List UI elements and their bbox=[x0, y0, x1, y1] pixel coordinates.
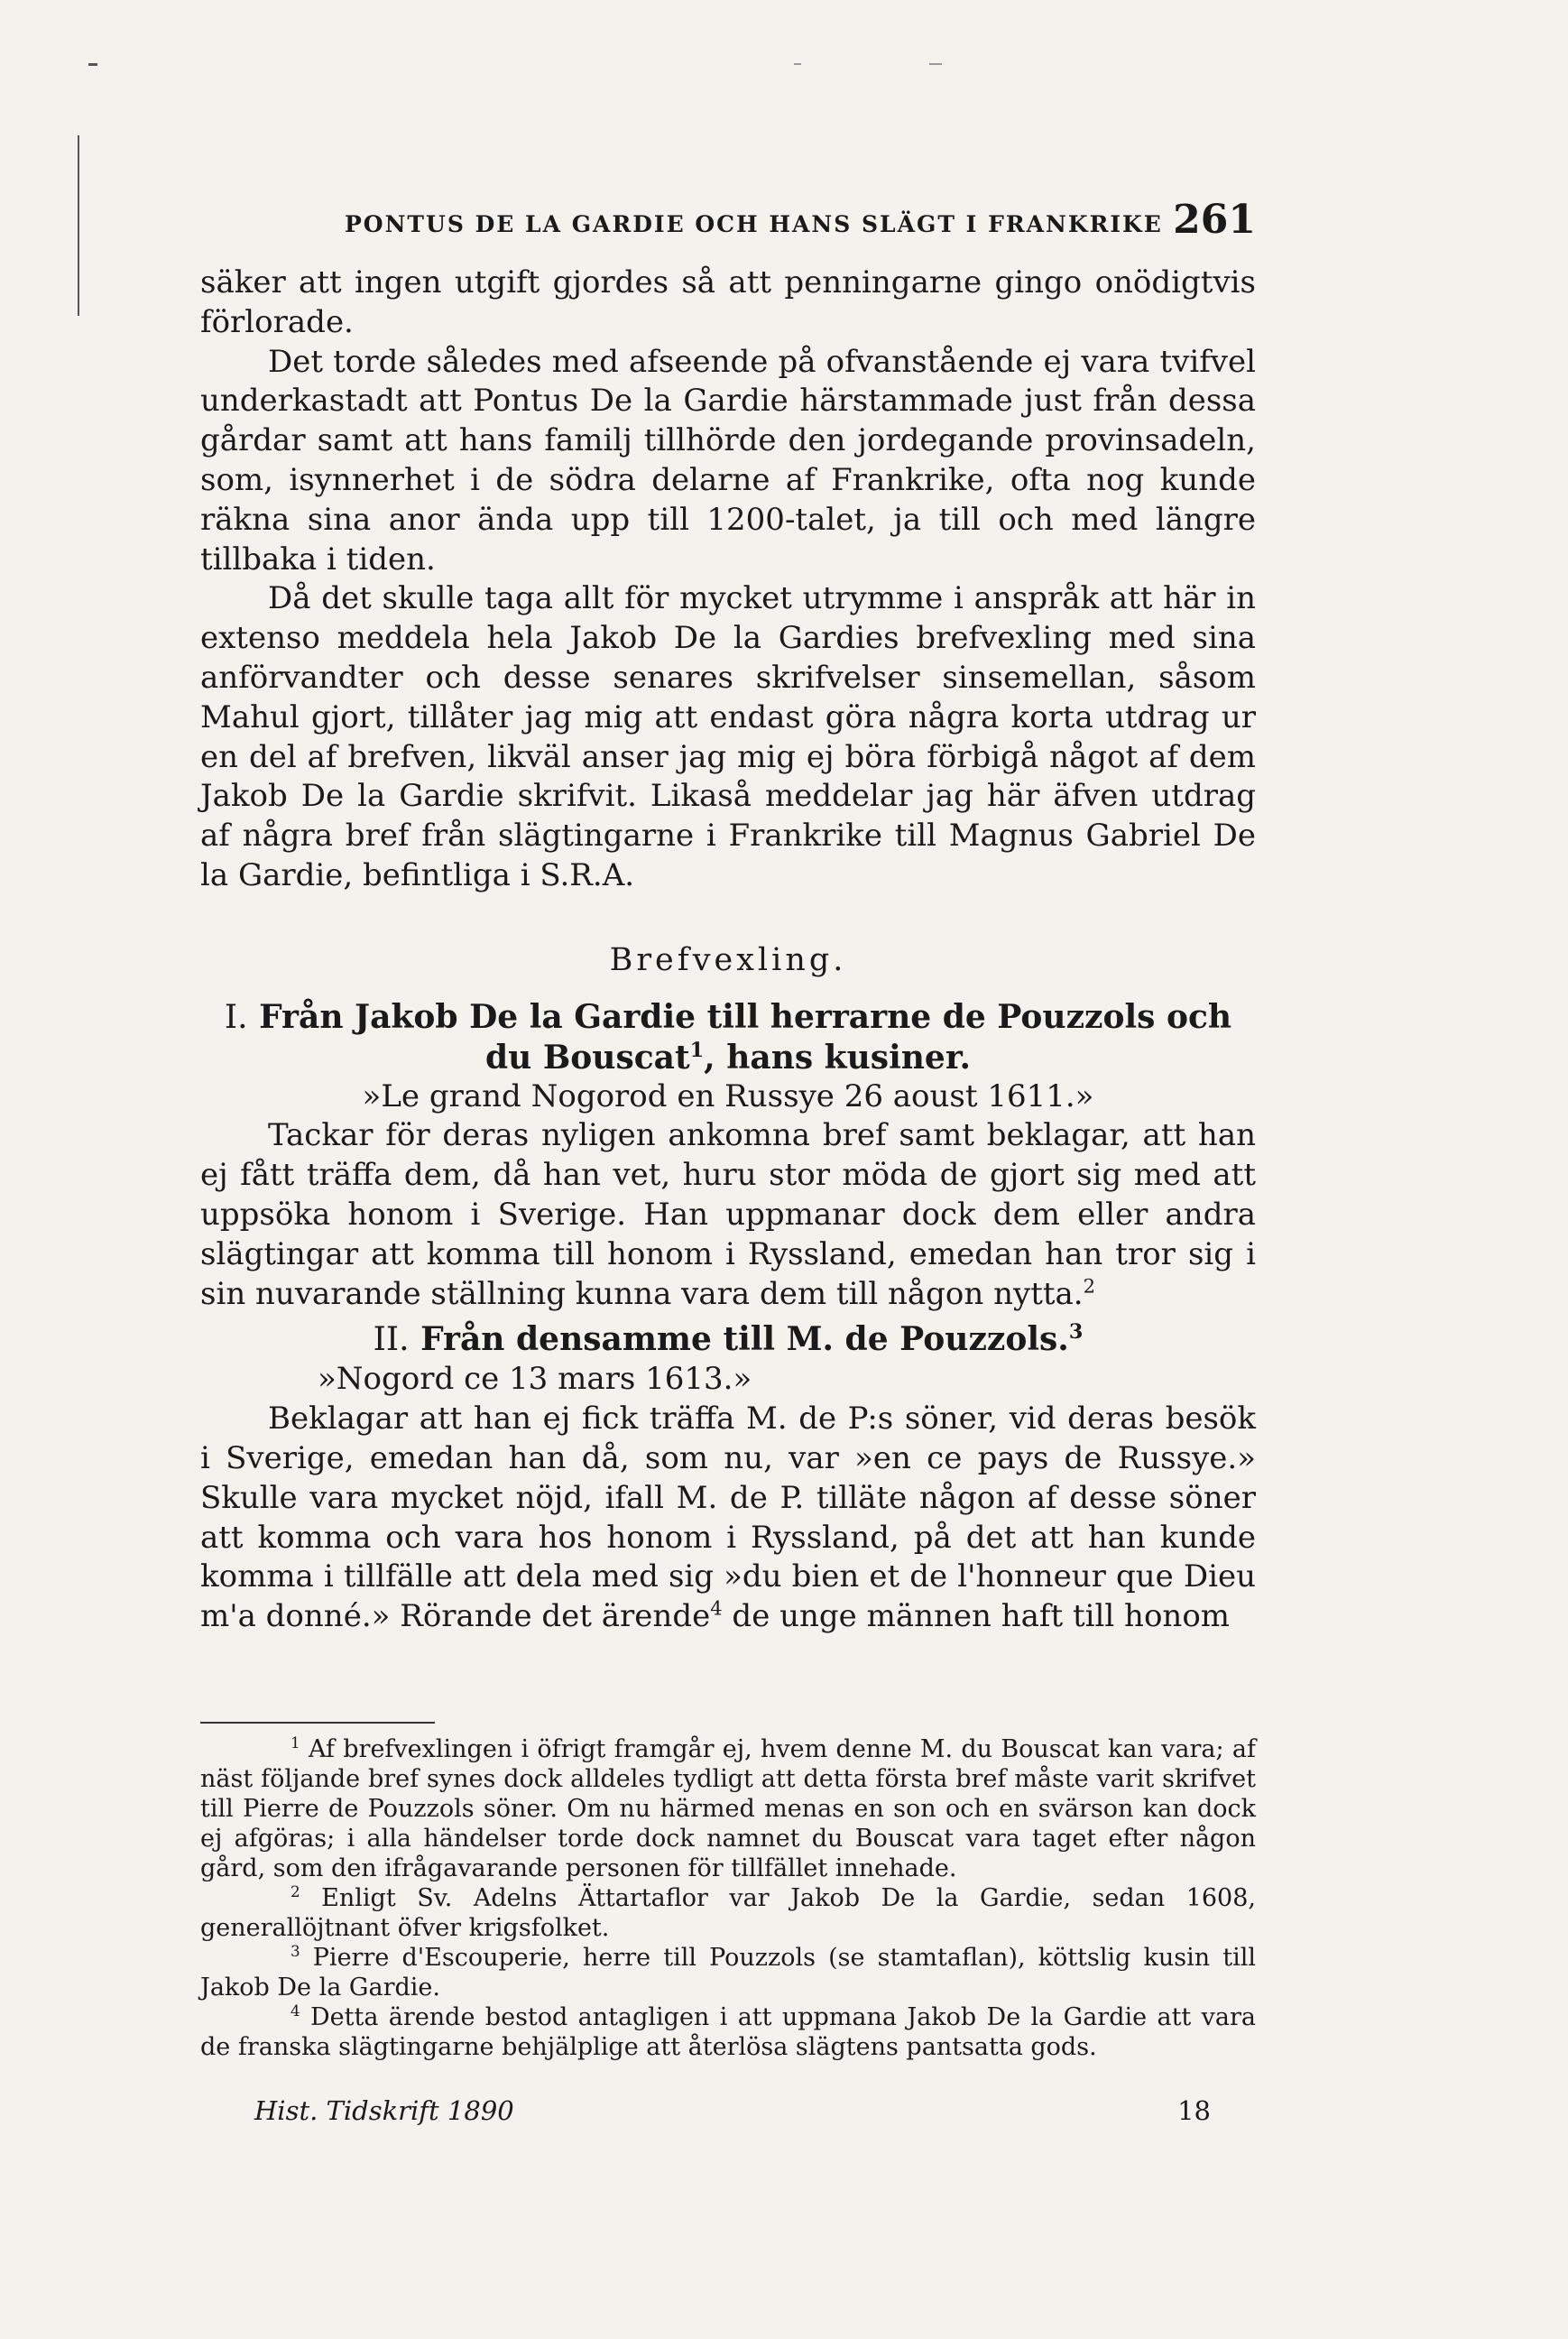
dateline: »Nogord ce 13 mars 1613.» bbox=[318, 1361, 752, 1398]
footnote bbox=[200, 2002, 1256, 2062]
letter-text-body: de unge männen haft till honom bbox=[722, 1598, 1231, 1635]
footnote-mark: 3 bbox=[291, 1942, 300, 1960]
letter-numeral: II. bbox=[373, 1321, 410, 1359]
footnote-ref: 1 bbox=[689, 1038, 705, 1062]
footnote-ref: 3 bbox=[1068, 1320, 1084, 1345]
paragraph: Då det skulle taga allt för mycket utrymme i anspråk att här in extenso meddela hela Jakob De la Gardies brefvexling med sina anförvandter och desse senares skrifvelser sinsemellan, såsom Mahul gjort, tillåter jag mig att endast göra några korta utdrag ur en del af brefven, likväl anser jag mig ej böra förbigå något af dem Jakob De la Gardie skrifvit. Likaså meddelar jag här äfven utdrag af några bref från slägtingarne i Frankrike till Magnus Gabriel De la Gardie, befintliga i S.R.A. bbox=[200, 580, 1256, 893]
journal-name: Hist. Tidskrift 1890 bbox=[254, 2095, 514, 2126]
running-title: PONTUS DE LA GARDIE OCH HANS SLÄGT I FRANKRIKE bbox=[345, 211, 1163, 237]
footnote-ref: 2 bbox=[1083, 1274, 1096, 1298]
footnote-text: Af brefvexlingen i öfrigt framgår ej, hvem denne M. du Bouscat kan vara; af näst följande bref synes dock alldeles tydligt att detta första bref måste varit skrifvet till Pierre de Pouzzols söner. Om nu härmed menas en son och en svärson kan dock ej afgöras; i alla händelser torde dock namnet du Bouscat vara taget efter någon gård, som den ifrågavarande personen för tillfället innehade. bbox=[200, 1735, 1256, 1882]
section-heading: Brefvexling. bbox=[609, 941, 847, 978]
footnote bbox=[200, 1883, 1256, 1943]
paragraph: säker att ingen utgift gjordes så att penningarne gingo onödigtvis förlorade. bbox=[200, 264, 1256, 340]
footnote-text: Detta ärende bestod antagligen i att uppmana Jakob De la Gardie att vara de franska slägtingarne behjälplige att återlösa slägtens pantsatta gods. bbox=[200, 2003, 1256, 2061]
signature-mark: 18 bbox=[1177, 2095, 1211, 2126]
letter-text-body: Tackar för deras nyligen ankomna bref samt beklagar, att han ej fått träffa dem, då han vet, huru stor möda de gjort sig med att uppsöka honom i Sverige. Han uppmanar dock dem eller andra slägtingar att komma till honom i Ryssland, emedan han tror sig i sin nuvarande ställning kunna vara dem till någon nytta. bbox=[200, 1117, 1256, 1312]
footnote-rule bbox=[200, 1722, 435, 1724]
footnote bbox=[200, 1943, 1256, 2002]
paragraph: Det torde således med afseende på ofvanstående ej vara tvifvel underkastadt att Pontus De la Gardie härstammade just från dessa gårdar samt att hans familj tillhörde den jordegande provinsadeln, som, isynnerhet i de södra delarne af Frankrike, ofta nog kunde räkna sina anor ända upp till 1200-talet, ja till och med längre tillbaka i tiden. bbox=[200, 343, 1256, 578]
letter-text bbox=[200, 1116, 1256, 1314]
scan-mark bbox=[929, 63, 942, 65]
dateline: »Le grand Nogorod en Russye 26 aoust 1611.» bbox=[362, 1077, 1094, 1114]
scan-mark bbox=[88, 63, 97, 66]
page-number: 261 bbox=[1173, 197, 1256, 243]
footnote bbox=[200, 1734, 1256, 1883]
letter-heading bbox=[200, 997, 1256, 1077]
footnote-text: Enligt Sv. Adelns Ättartaflor var Jakob De la Gardie, sedan 1608, generallöjtnant öfver krigsfolket. bbox=[200, 1884, 1256, 1942]
footnote-mark: 2 bbox=[291, 1882, 300, 1900]
scan-margin-line bbox=[78, 135, 79, 316]
letter-text-body: Beklagar att han ej fick träffa M. de P:s söner, vid deras besök i Sverige, emedan han då, som nu, var »en ce pays de Russye.» Skulle vara mycket nöjd, ifall M. de P. tilläte någon af desse söner att komma och vara hos honom i Ryssland, på det att han kunde komma i tillfälle att dela med sig »du bien et de l'honneur que Dieu m'a donné.» Rörande det ärende bbox=[200, 1401, 1256, 1635]
footnotes bbox=[200, 1734, 1256, 2062]
main-text bbox=[200, 263, 1256, 1637]
footnote-mark: 4 bbox=[291, 2002, 300, 2020]
letter-title: Från Jakob De la Gardie till herrarne de Pouzzols och du Bouscat bbox=[259, 997, 1232, 1077]
footnote-text: Pierre d'Escouperie, herre till Pouzzols (se stamtaflan), köttslig kusin till Jakob De la Gardie. bbox=[200, 1944, 1256, 2002]
footnote-ref: 4 bbox=[710, 1596, 723, 1620]
letter-heading bbox=[200, 1319, 1256, 1360]
letter-title-tail: , hans kusiner. bbox=[704, 1038, 972, 1077]
letter-text bbox=[200, 1400, 1256, 1637]
running-head bbox=[200, 197, 1256, 251]
letter-title: Från densamme till M. de Pouzzols. bbox=[420, 1320, 1069, 1359]
letter-numeral: I. bbox=[224, 998, 248, 1036]
page-footer bbox=[200, 2095, 1256, 2131]
scan-mark bbox=[794, 63, 801, 65]
footnote-mark: 1 bbox=[291, 1733, 300, 1752]
